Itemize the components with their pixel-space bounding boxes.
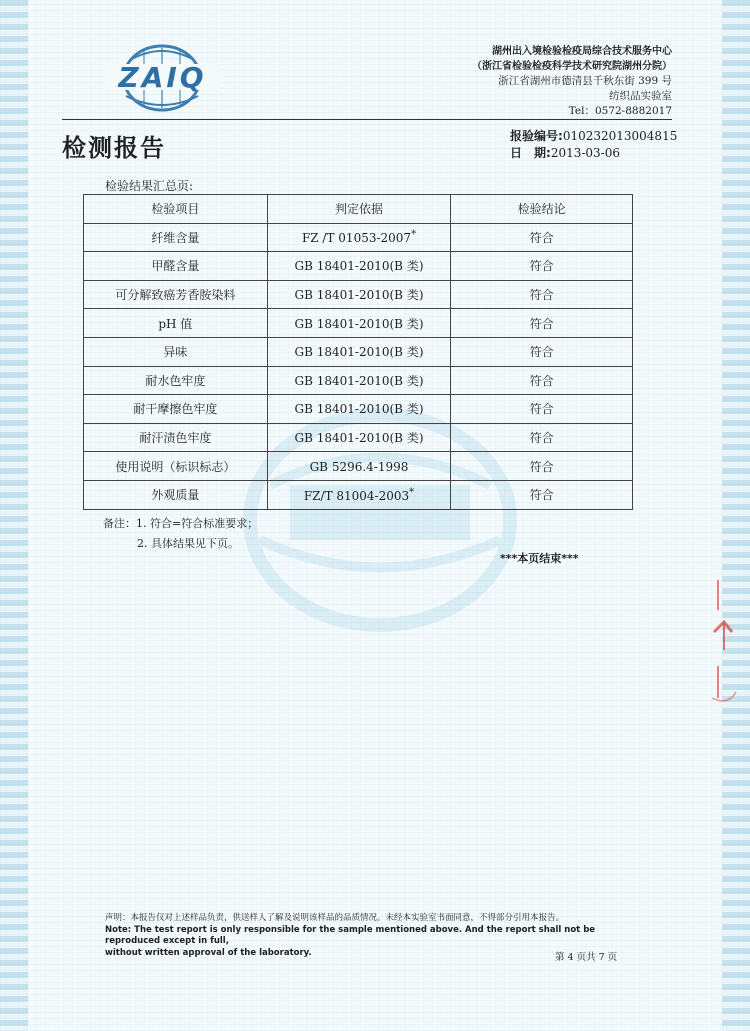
basis-text: GB 18401-2010(B 类) [294,288,424,303]
basis-text: GB 18401-2010(B 类) [294,431,424,446]
result-cell: 符合 [451,480,633,509]
item-cell: pH 值 [84,309,268,338]
page-end-mark: ***本页结束*** [500,552,579,565]
result-cell: 符合 [451,309,633,338]
basis-text: GB 5296.4-1998 [309,460,409,475]
basis-text: FZ /T 01053-2007 [301,231,412,246]
table-row [84,252,633,281]
right-security-border [722,0,750,1031]
basis-text: GB 18401-2010(B 类) [294,373,424,388]
item-cell: 使用说明（标识标志） [84,452,268,481]
basis-text: GB 18401-2010(B 类) [294,316,424,331]
item-cell: 甲醛含量 [84,252,268,281]
note-line-2: 2. 具体结果见下页。 [137,537,239,550]
page-number: 第 4 页共 7 页 [555,952,618,963]
disclaimer-en-line-2: without written approval of the laboratory. [105,947,312,958]
table-row [84,309,633,338]
item-cell: 可分解致癌芳香胺染料 [84,280,268,309]
basis-cell [267,480,451,509]
note-line-1: 备注：1. 符合=符合标准要求； [103,517,259,530]
disclaimer-en-line-1: Note: The test report is only responsible for the sample mentioned above. And the report shall not be reproduced except in full, [105,924,596,946]
header-item: 检验项目 [84,195,268,224]
left-security-border [0,0,28,1031]
basis-cell [267,452,451,481]
table-row [84,366,633,395]
result-cell: 符合 [451,395,633,424]
report-meta [510,128,677,162]
result-cell: 符合 [451,452,633,481]
organization-block [472,44,672,119]
org-tel: Tel：0572-8882017 [568,105,672,117]
basis-cell [267,366,451,395]
svg-text:ZAIQ: ZAIQ [118,61,207,94]
basis-text: FZ/T 81004-2003 [303,488,410,503]
table-row [84,452,633,481]
org-name: 湖州出入境检验检疫局综合技术服务中心 [492,46,672,57]
basis-cell [267,280,451,309]
result-cell: 符合 [451,252,633,281]
results-table [83,194,633,510]
basis-cell [267,423,451,452]
disclaimer-cn: 声明：本报告仅对上述样品负责，供送样人了解及说明该样品的品质情况。未经本实验室书面同意，不得部分引用本报告。 [105,913,565,923]
result-cell: 符合 [451,337,633,366]
basis-text: GB 18401-2010(B 类) [294,402,424,417]
report-date: 2013-03-06 [550,146,620,160]
notes-block [103,514,258,554]
header-result: 检验结论 [451,195,633,224]
asterisk-mark: * [409,486,415,498]
seal-stamp-icon [708,570,738,710]
result-cell: 符合 [451,366,633,395]
item-cell: 外观质量 [84,480,268,509]
table-row [84,395,633,424]
header-basis: 判定依据 [267,195,451,224]
header-divider [62,119,672,120]
report-date-label: 日 期: [510,146,551,160]
org-address: 浙江省湖州市德清县千秋东街 399 号 [498,75,672,87]
table-row [84,337,633,366]
result-cell: 符合 [451,280,633,309]
report-title: 检测报告 [62,134,166,162]
result-cell: 符合 [451,423,633,452]
table-row [84,423,633,452]
org-subname: （浙江省检验检疫科学技术研究院湖州分院） [472,61,672,72]
basis-cell [267,337,451,366]
report-number: 010232013004815 [562,129,678,143]
table-row [84,223,633,252]
org-lab: 纺织品实验室 [609,90,672,102]
report-number-label: 报验编号: [510,129,563,143]
basis-cell [267,309,451,338]
item-cell: 纤维含量 [84,223,268,252]
item-cell: 耐汗渍色牢度 [84,423,268,452]
basis-text: GB 18401-2010(B 类) [294,259,424,274]
item-cell: 耐水色牢度 [84,366,268,395]
basis-cell [267,223,451,252]
zaiq-logo-icon [100,40,225,112]
basis-cell [267,252,451,281]
item-cell: 耐干摩擦色牢度 [84,395,268,424]
basis-cell [267,395,451,424]
table-row [84,480,633,509]
table-header-row [84,195,633,224]
table-row [84,280,633,309]
summary-label: 检验结果汇总页: [105,179,194,193]
asterisk-mark: * [411,229,417,241]
basis-text: GB 18401-2010(B 类) [294,345,424,360]
item-cell: 异味 [84,337,268,366]
result-cell: 符合 [451,223,633,252]
